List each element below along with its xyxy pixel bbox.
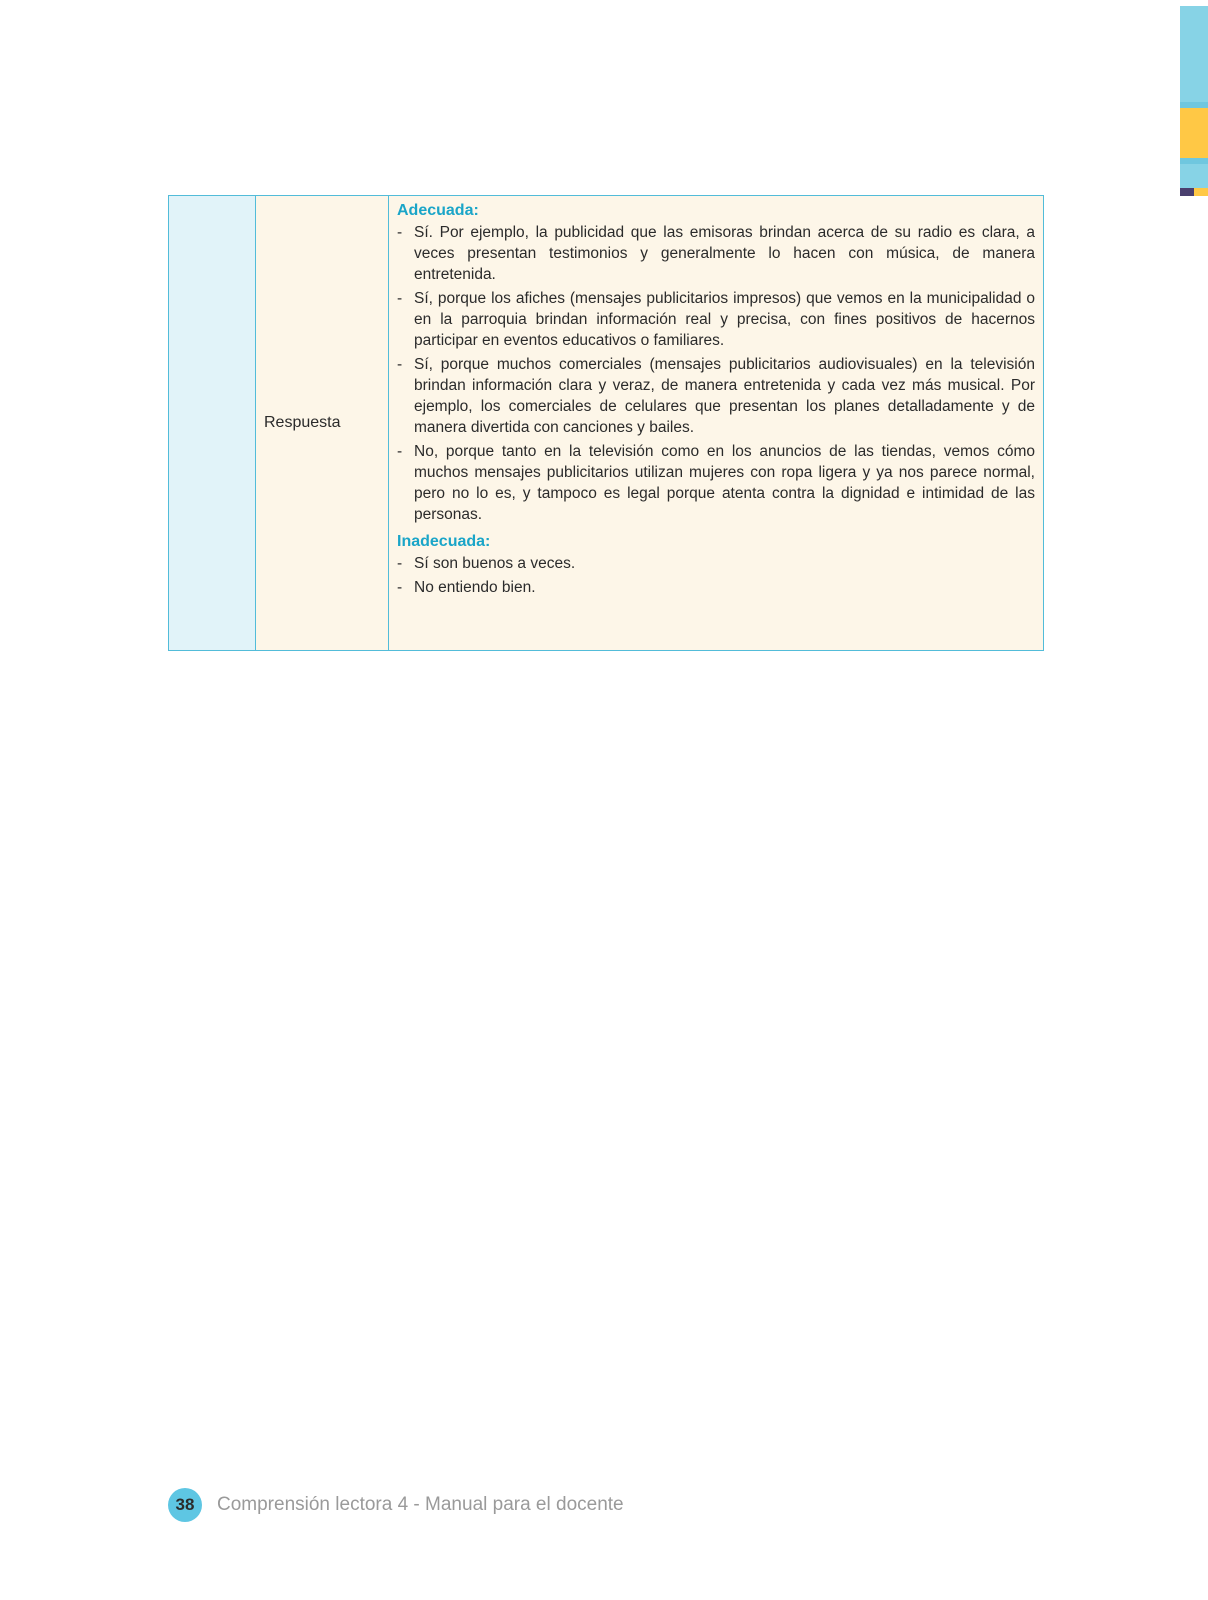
list-item-text: Sí, porque muchos comerciales (mensajes publicitarios audiovisuales) en la televisión brindan información clara y veraz, de manera entretenida y cada vez más musical. Por ejemplo, los comerciales de celulares que presentan los planes detalladamente y de manera divertida con canciones y bailes. (414, 356, 1035, 436)
list-item (397, 288, 1035, 351)
list-item (397, 354, 1035, 438)
inadequate-heading: Inadecuada: (397, 533, 491, 550)
side-tab-yellow-square (1194, 188, 1208, 196)
rubric-row-label-cell (256, 196, 389, 650)
list-item (397, 577, 1035, 598)
side-tab-blue (1180, 6, 1208, 102)
footer-title: Comprensión lectora 4 - Manual para el docente (217, 1494, 624, 1515)
side-tab-purple-square (1180, 188, 1194, 196)
side-tab-blue (1180, 164, 1208, 188)
page-footer (168, 1488, 624, 1522)
dash-bullet: - (397, 290, 403, 307)
list-item (397, 553, 1035, 574)
list-item-text: No entiendo bien. (414, 579, 536, 596)
adequate-list (397, 222, 1035, 525)
rubric-empty-cell (169, 196, 256, 650)
list-item-text: Sí son buenos a veces. (414, 555, 576, 572)
list-item-text: Sí. Por ejemplo, la publicidad que las emisoras brindan acerca de su radio es clara, a veces presentan testimonios y generalmente lo hacen con música, de manera entretenida. (414, 224, 1035, 283)
inadequate-list (397, 553, 1035, 598)
dash-bullet: - (397, 555, 403, 572)
row-label: Respuesta (264, 414, 341, 431)
rubric-table (168, 195, 1044, 651)
page-number-badge: 38 (168, 1488, 202, 1522)
list-item (397, 222, 1035, 285)
rubric-answers-cell (389, 196, 1043, 650)
dash-bullet: - (397, 356, 403, 373)
list-item (397, 441, 1035, 525)
dash-bullet: - (397, 224, 403, 241)
list-item-text: No, porque tanto en la televisión como en los anuncios de las tiendas, vemos cómo muchos mensajes publicitarios utilizan mujeres con ropa ligera y ya nos parece normal, pero no lo es, y tampoco es legal porque atenta contra la dignidad e intimidad de las personas. (414, 443, 1035, 523)
list-item-text: Sí, porque los afiches (mensajes publicitarios impresos) que vemos en la municipalidad o en la parroquia brindan información real y precisa, con fines positivos de hacernos participar en eventos educativos o familiares. (414, 290, 1035, 349)
dash-bullet: - (397, 443, 403, 460)
side-tab-yellow (1180, 108, 1208, 158)
adequate-heading: Adecuada: (397, 202, 479, 219)
dash-bullet: - (397, 579, 403, 596)
